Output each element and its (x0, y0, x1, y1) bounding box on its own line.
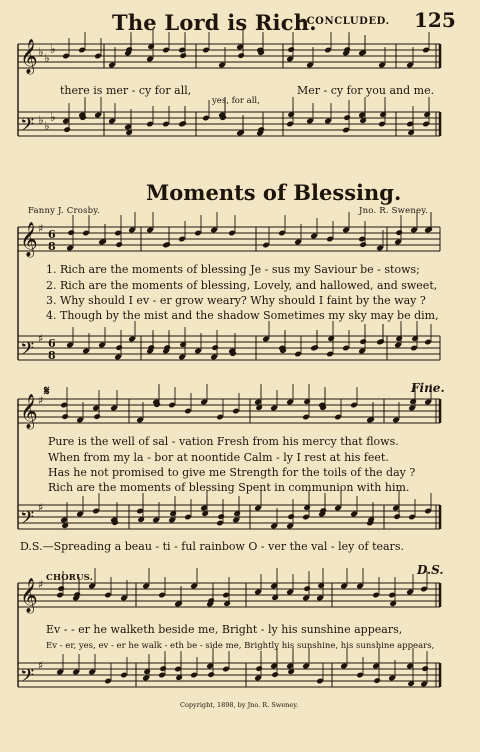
svg-text:𝄢: 𝄢 (20, 115, 35, 140)
svg-text:𝄋: 𝄋 (44, 384, 50, 399)
svg-text:𝄞: 𝄞 (20, 394, 38, 429)
note-head (271, 671, 279, 678)
note-head (93, 413, 101, 420)
note-head (237, 52, 245, 59)
song1-lyric-line-b: Mer - cy for you and me. (297, 84, 435, 97)
song1-lyric-small: yes, for all, (212, 96, 260, 106)
fine-marking: Fine. (411, 381, 445, 395)
ds-marking: D.S. (417, 563, 444, 577)
note-head (211, 344, 219, 351)
svg-text:♯: ♯ (38, 578, 44, 591)
svg-text:8: 8 (48, 349, 56, 362)
page-number: 125 (414, 8, 456, 32)
lyricist-credit: Fanny J. Crosby. (28, 206, 101, 216)
note-head (115, 344, 123, 351)
svg-text:𝄞: 𝄞 (20, 39, 38, 74)
note-head (63, 126, 71, 133)
note-head (393, 513, 401, 520)
staff-system-3-bass (18, 505, 440, 529)
note-head (67, 229, 75, 236)
note-head (359, 338, 367, 345)
note-head (61, 413, 69, 420)
chorus-lyric-line-1: Ev - - er he walketh beside me, Bright - ly his sunshine appears, (46, 623, 403, 636)
svg-text:♭: ♭ (38, 113, 44, 127)
svg-text:6: 6 (48, 228, 56, 241)
composer-credit: Jno. R. Sweney. (359, 206, 429, 216)
svg-text:8: 8 (48, 240, 56, 253)
concluded-label: —CONCLUDED. (296, 16, 390, 27)
song-title-moments: Moments of Blessing. (146, 180, 402, 205)
staff-system-2-bass (18, 336, 440, 360)
svg-text:♭: ♭ (44, 51, 50, 65)
svg-text:♯: ♯ (38, 222, 44, 235)
note-head (373, 677, 381, 684)
svg-text:♭: ♭ (38, 45, 44, 59)
verse-b-line-4: Rich are the moments of blessing Spent in communion with him. (48, 481, 410, 494)
note-head (115, 241, 123, 248)
verse-a-line-2: 2. Rich are the moments of blessing, Lovely, and hallowed, and sweet, (46, 279, 438, 292)
svg-text:♭: ♭ (44, 119, 50, 133)
svg-text:♯: ♯ (38, 501, 44, 514)
song1-lyric-line: there is mer - cy for all, (60, 84, 192, 97)
note-head (359, 241, 367, 248)
svg-text:6: 6 (48, 337, 56, 350)
verse-a-line-4: 4. Though by the mist and the shadow Sometimes my sky may be dim, (46, 309, 439, 322)
svg-text:𝄢: 𝄢 (20, 508, 35, 533)
svg-text:♭: ♭ (50, 110, 56, 124)
svg-text:♯: ♯ (38, 332, 44, 345)
note-head (303, 585, 311, 592)
svg-text:♭: ♭ (50, 42, 56, 56)
song-title-lord-is-rich: The Lord is Rich. (112, 10, 317, 35)
note-head (287, 513, 295, 520)
svg-text:𝄞: 𝄞 (20, 222, 38, 257)
svg-text:♯: ♯ (38, 659, 44, 672)
verse-b-line-3: Has he not promised to give me Strength for the toils of the day ? (48, 466, 416, 479)
verse-a-line-3: 3. Why should I ev - er grow weary? Why should I faint by the way ? (46, 294, 426, 307)
note-head (57, 585, 65, 592)
note-head (421, 665, 429, 672)
note-head (287, 46, 295, 53)
note-head (395, 229, 403, 236)
note-head (179, 52, 187, 59)
chorus-lyric-line-2: Ev - er, yes, ev - er he walk - eth be - side me, Brightly his sunshine, his sunshine appears, (46, 641, 435, 651)
note-head (217, 513, 225, 520)
svg-text:𝄢: 𝄢 (20, 339, 35, 364)
chorus-label: CHORUS. (46, 573, 93, 583)
note-head (159, 665, 167, 672)
svg-text:♯: ♯ (38, 394, 44, 407)
verse-b-line-1: Pure is the well of sal - vation Fresh from his mercy that flows. (48, 435, 399, 448)
staff-system-2-treble (18, 227, 440, 251)
verse-b-line-2: When from my la - bor at noontide Calm - ly I rest at his feet. (48, 451, 389, 464)
note-head (207, 671, 215, 678)
verse-a-line-1: 1. Rich are the moments of blessing Je - sus my Saviour be - stows; (46, 263, 420, 276)
copyright-notice: Copyright, 1898, by Jno. R. Sweney. (180, 701, 299, 709)
ds-lyric-line: D.S.—Spreading a beau - ti - ful rainbow O - ver the val - ley of tears. (20, 540, 404, 553)
svg-text:𝄞: 𝄞 (20, 578, 38, 613)
note-head (343, 114, 351, 121)
note-head (255, 665, 263, 672)
staff-system-1-treble (18, 44, 440, 68)
svg-text:𝄢: 𝄢 (20, 666, 35, 691)
